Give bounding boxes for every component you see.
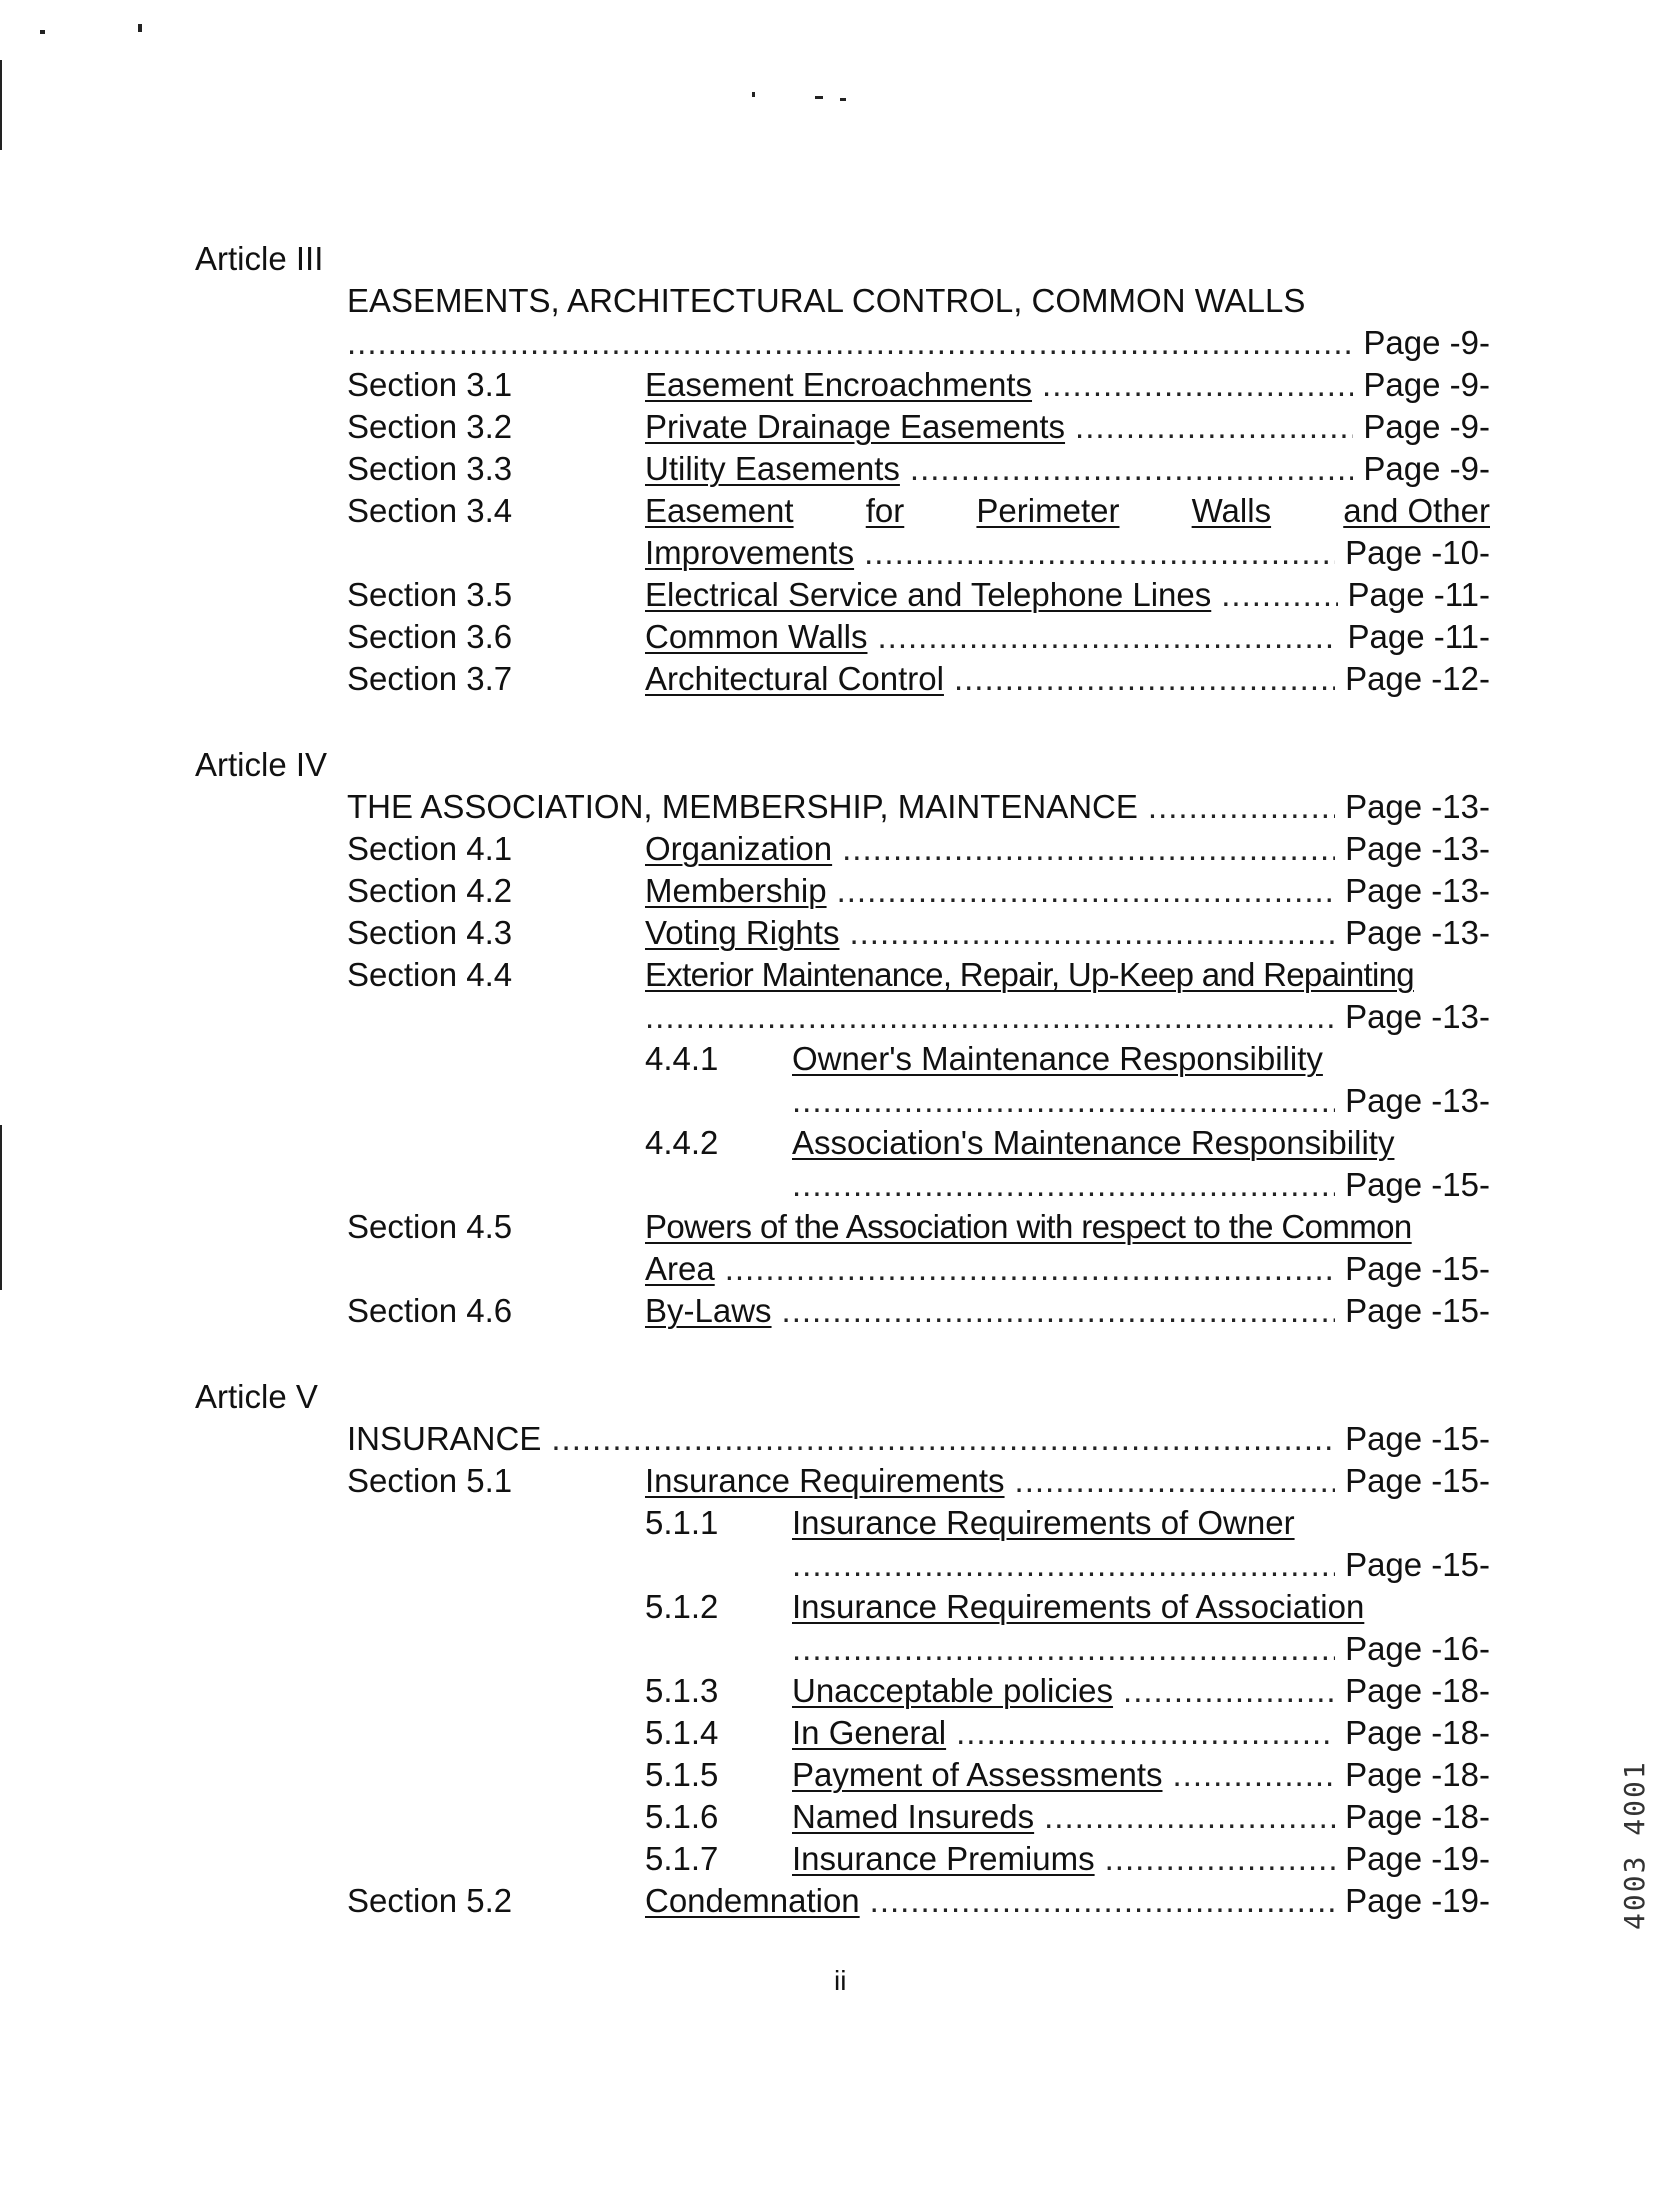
subsection-number: 5.1.1 (645, 1504, 719, 1541)
section-title: Powers of the Association with respect to the Common (645, 1208, 1412, 1245)
dot-leader (837, 870, 1335, 912)
dot-leader (1075, 406, 1353, 448)
section-number: Section 4.6 (347, 1292, 513, 1329)
page-ref: Page -18- (1345, 1756, 1490, 1793)
article-title-page-row (347, 322, 1490, 364)
page-ref: Page -15- (1345, 1166, 1490, 1203)
page-ref: Page -13- (1345, 998, 1490, 1035)
title-word: and Other (1343, 492, 1490, 529)
dot-leader (870, 1880, 1335, 1922)
section-title: Organization (645, 830, 833, 867)
section-number: Section 4.2 (347, 872, 513, 909)
toc-entry (645, 1290, 1490, 1332)
page-ref: Page -15- (1345, 1420, 1490, 1457)
scan-speck (752, 92, 755, 97)
toc-entry (645, 532, 1490, 574)
toc-entry-page-row (792, 1164, 1490, 1206)
toc-entry (645, 1880, 1490, 1922)
page-ref: Page -15- (1345, 1462, 1490, 1499)
page-ref: Page -11- (1347, 618, 1490, 655)
subsection-title: Association's Maintenance Responsibility (792, 1124, 1395, 1161)
toc-entry-page-row (792, 1544, 1490, 1586)
article-label: Article III (195, 240, 324, 277)
page-ref: Page -15- (1345, 1292, 1490, 1329)
dot-leader (347, 322, 1353, 364)
page-ref: Page -13- (1345, 830, 1490, 867)
subsection-title: Insurance Premiums (792, 1840, 1095, 1877)
page-ref: Page -18- (1345, 1672, 1490, 1709)
toc-entry (645, 448, 1490, 490)
toc-entry-page-row (792, 1628, 1490, 1670)
section-title: By-Laws (645, 1292, 772, 1329)
dot-leader (1105, 1838, 1335, 1880)
section-title: Private Drainage Easements (645, 408, 1066, 445)
subsection-number: 5.1.6 (645, 1798, 719, 1835)
page-ref: Page -10- (1345, 534, 1490, 571)
section-title-justified (645, 490, 1490, 532)
toc-entry (792, 1754, 1490, 1796)
dot-leader (864, 532, 1335, 574)
scan-edge-mark (0, 1125, 2, 1290)
section-title: Electrical Service and Telephone Lines (645, 576, 1212, 613)
section-number: Section 3.5 (347, 576, 513, 613)
dot-leader (792, 1080, 1335, 1122)
margin-stamp: 4003 4001 (1618, 1760, 1651, 1930)
page-ref: Page -9- (1363, 450, 1490, 487)
section-number: Section 4.4 (347, 956, 513, 993)
section-number: Section 3.1 (347, 366, 513, 403)
section-title: Voting Rights (645, 914, 840, 951)
toc-entry (645, 1248, 1490, 1290)
subsection-title: Named Insureds (792, 1798, 1035, 1835)
page-ref: Page -9- (1363, 324, 1490, 361)
section-number: Section 5.2 (347, 1882, 513, 1919)
toc-entry (792, 1670, 1490, 1712)
page-ref: Page -18- (1345, 1714, 1490, 1751)
toc-entry-page-row (645, 996, 1490, 1038)
subsection-number: 5.1.2 (645, 1588, 719, 1625)
section-title-continued: Area (645, 1250, 715, 1287)
dot-leader (910, 448, 1354, 490)
dot-leader (551, 1418, 1335, 1460)
section-number: Section 3.4 (347, 492, 513, 529)
section-title: Utility Easements (645, 450, 900, 487)
toc-entry (645, 658, 1490, 700)
page-ref: Page -16- (1345, 1630, 1490, 1667)
scan-speck (40, 30, 45, 34)
subsection-title: Owner's Maintenance Responsibility (792, 1040, 1323, 1077)
dot-leader (849, 912, 1335, 954)
article-title-row (347, 1418, 1490, 1460)
section-title: Membership (645, 872, 827, 909)
dot-leader (792, 1628, 1335, 1670)
section-number: Section 5.1 (347, 1462, 513, 1499)
subsection-number: 4.4.2 (645, 1124, 719, 1161)
footer-page-number: ii (834, 1965, 847, 1996)
dot-leader (782, 1290, 1336, 1332)
section-number: Section 3.2 (347, 408, 513, 445)
toc-entry (645, 406, 1490, 448)
title-word: Walls (1191, 492, 1272, 529)
page-ref: Page -13- (1345, 1082, 1490, 1119)
toc-entry (792, 1796, 1490, 1838)
toc-entry (645, 364, 1490, 406)
dot-leader (1044, 1796, 1335, 1838)
section-title: Exterior Maintenance, Repair, Up-Keep and Repainting (645, 956, 1414, 993)
subsection-title: Payment of Assessments (792, 1756, 1163, 1793)
page-ref: Page -11- (1347, 576, 1490, 613)
title-word: Easement (645, 492, 794, 529)
dot-leader (1173, 1754, 1336, 1796)
dot-leader (956, 1712, 1335, 1754)
toc-entry (645, 1460, 1490, 1502)
section-number: Section 4.5 (347, 1208, 513, 1245)
toc-entry (645, 616, 1490, 658)
toc-entry-page-row (792, 1080, 1490, 1122)
article-label: Article IV (195, 746, 328, 783)
article-title: EASEMENTS, ARCHITECTURAL CONTROL, COMMON WALLS (347, 282, 1306, 319)
page-ref: Page -15- (1345, 1250, 1490, 1287)
subsection-number: 5.1.7 (645, 1840, 719, 1877)
section-number: Section 4.3 (347, 914, 513, 951)
dot-leader (1042, 364, 1353, 406)
page-ref: Page -13- (1345, 872, 1490, 909)
subsection-number: 5.1.5 (645, 1756, 719, 1793)
section-title-continued: Improvements (645, 534, 855, 571)
section-title: Easement Encroachments (645, 366, 1033, 403)
toc-entry (645, 870, 1490, 912)
scan-speck (815, 96, 823, 99)
dot-leader (792, 1164, 1335, 1206)
toc-entry (792, 1838, 1490, 1880)
section-number: Section 3.3 (347, 450, 513, 487)
section-title: Condemnation (645, 1882, 860, 1919)
dot-leader (1123, 1670, 1335, 1712)
dot-leader (645, 996, 1335, 1038)
page-ref: Page -19- (1345, 1840, 1490, 1877)
page-ref: Page -19- (1345, 1882, 1490, 1919)
section-number: Section 3.7 (347, 660, 513, 697)
page-ref: Page -18- (1345, 1798, 1490, 1835)
dot-leader (725, 1248, 1335, 1290)
subsection-title: Unacceptable policies (792, 1672, 1114, 1709)
scan-speck (138, 24, 142, 32)
section-title: Architectural Control (645, 660, 944, 697)
page-ref: Page -15- (1345, 1546, 1490, 1583)
scan-edge-mark (0, 60, 2, 150)
page-ref: Page -13- (1345, 914, 1490, 951)
article-label: Article V (195, 1378, 318, 1415)
title-word: for (865, 492, 905, 529)
section-number: Section 4.1 (347, 830, 513, 867)
title-word: Perimeter (976, 492, 1120, 529)
dot-leader (1221, 574, 1337, 616)
section-number: Section 3.6 (347, 618, 513, 655)
page-ref: Page -12- (1345, 660, 1490, 697)
subsection-title: Insurance Requirements of Owner (792, 1504, 1295, 1541)
page-ref: Page -13- (1345, 788, 1490, 825)
toc-entry (645, 912, 1490, 954)
subsection-number: 5.1.3 (645, 1672, 719, 1709)
toc-entry (645, 828, 1490, 870)
page-ref: Page -9- (1363, 366, 1490, 403)
article-title: THE ASSOCIATION, MEMBERSHIP, MAINTENANCE (347, 788, 1138, 825)
dot-leader (1015, 1460, 1336, 1502)
dot-leader (792, 1544, 1335, 1586)
subsection-title: In General (792, 1714, 947, 1751)
subsection-number: 4.4.1 (645, 1040, 719, 1077)
page-ref: Page -9- (1363, 408, 1490, 445)
dot-leader (954, 658, 1335, 700)
article-title: INSURANCE (347, 1420, 542, 1457)
section-title: Insurance Requirements (645, 1462, 1005, 1499)
dot-leader (877, 616, 1337, 658)
section-title: Common Walls (645, 618, 868, 655)
toc-entry (645, 574, 1490, 616)
article-title-row (347, 786, 1490, 828)
subsection-number: 5.1.4 (645, 1714, 719, 1751)
subsection-title: Insurance Requirements of Association (792, 1588, 1365, 1625)
dot-leader (842, 828, 1335, 870)
scan-speck (840, 98, 846, 101)
toc-entry (792, 1712, 1490, 1754)
dot-leader (1148, 786, 1335, 828)
